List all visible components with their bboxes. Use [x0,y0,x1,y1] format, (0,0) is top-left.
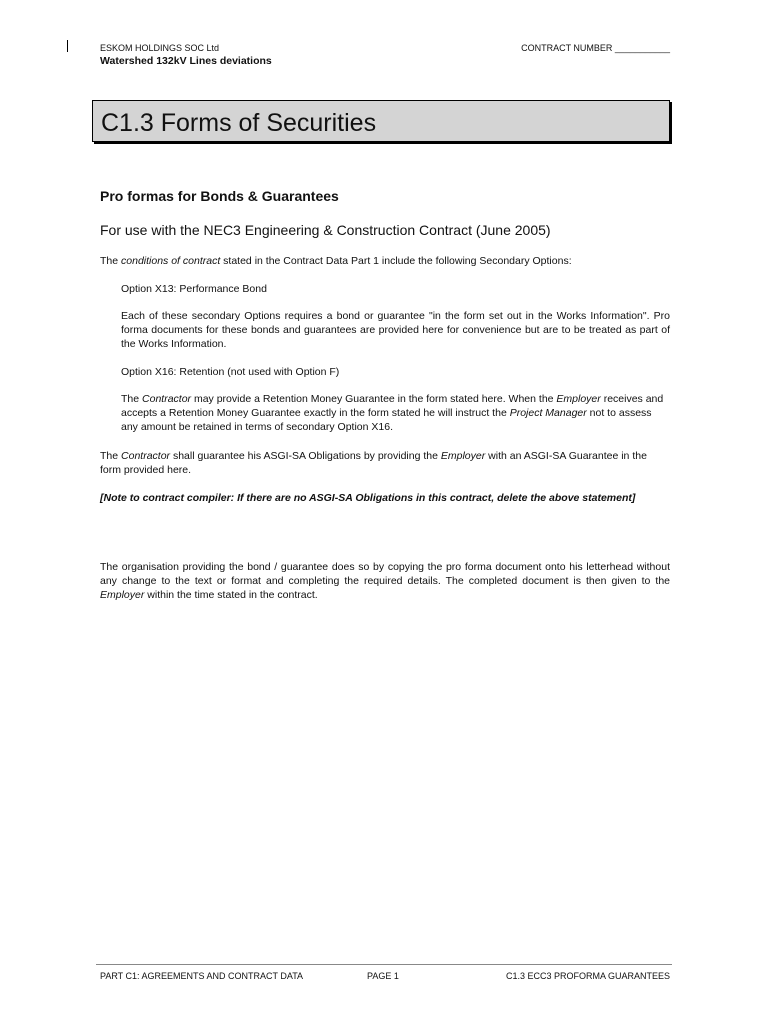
text-run: The [100,450,122,462]
section-heading: Pro formas for Bonds & Guarantees [100,188,339,204]
header-contract-number: CONTRACT NUMBER ___________ [521,43,670,53]
header-company: ESKOM HOLDINGS SOC Ltd [100,43,220,53]
footer-page-number: PAGE 1 [367,971,399,981]
option-x16-label: Option X16: Retention (not used with Option F) [121,366,340,378]
title-box [92,100,670,142]
footer-divider [96,964,672,965]
paragraph-asgi [100,449,670,477]
footer-part: PART C1: AGREEMENTS AND CONTRACT DATA [100,971,304,981]
text-run-emphasis: Project Manager [509,407,587,419]
paragraph-x13: Each of these secondary Options requires a bond or guarantee "in the form set out in the Works Information". Pro forma documents for these bonds and guarantees are provided here for convenience but are to be treated as part of the Works Information. [121,310,670,350]
text-run: The organisation providing the bond / guarantee does so by copying the pro forma document onto his letterhead without any change to the text or format and completing the required details. The completed document is then given to the [100,561,670,587]
compiler-note: [Note to contract compiler: If there are no ASGI-SA Obligations in this contract, delete the above statement] [100,492,636,504]
text-run: The [121,393,143,405]
text-run-emphasis: Employer [556,393,601,405]
page-title: C1.3 Forms of Securities [101,109,377,137]
text-run: stated in the Contract Data Part 1 include the following Secondary Options: [220,255,572,267]
text-run-emphasis: Employer [440,450,486,462]
text-run: with an ASGI-SA Guarantee in the form provided here. [100,450,647,476]
option-x13-label: Option X13: Performance Bond [121,283,267,295]
subheading: For use with the NEC3 Engineering & Construction Contract (June 2005) [100,222,551,238]
paragraph-x16 [121,392,670,434]
text-run: The [100,255,122,267]
text-run-emphasis: conditions of contract [121,255,221,267]
revision-margin-bar [67,40,68,52]
text-run: within the time stated in the contract. [144,589,318,601]
text-run-emphasis: Contractor [142,393,192,405]
text-run: may provide a Retention Money Guarantee in the form stated here. When the [191,393,557,405]
footer-document-ref: C1.3 ECC3 PROFORMA GUARANTEES [505,971,670,981]
text-run: receives and accepts a Retention Money Guarantee exactly in the form stated he will instruct the [121,393,664,419]
text-run: not to assess any amount be retained in terms of secondary Option X16. [121,407,652,433]
text-run: shall guarantee his ASGI-SA Obligations by providing the [170,450,441,462]
paragraph-organisation [100,560,670,602]
text-run-emphasis: Contractor [121,450,171,462]
paragraph-conditions [100,254,670,268]
header-project-name: Watershed 132kV Lines deviations [100,55,272,67]
text-run-emphasis: Employer [100,589,145,601]
